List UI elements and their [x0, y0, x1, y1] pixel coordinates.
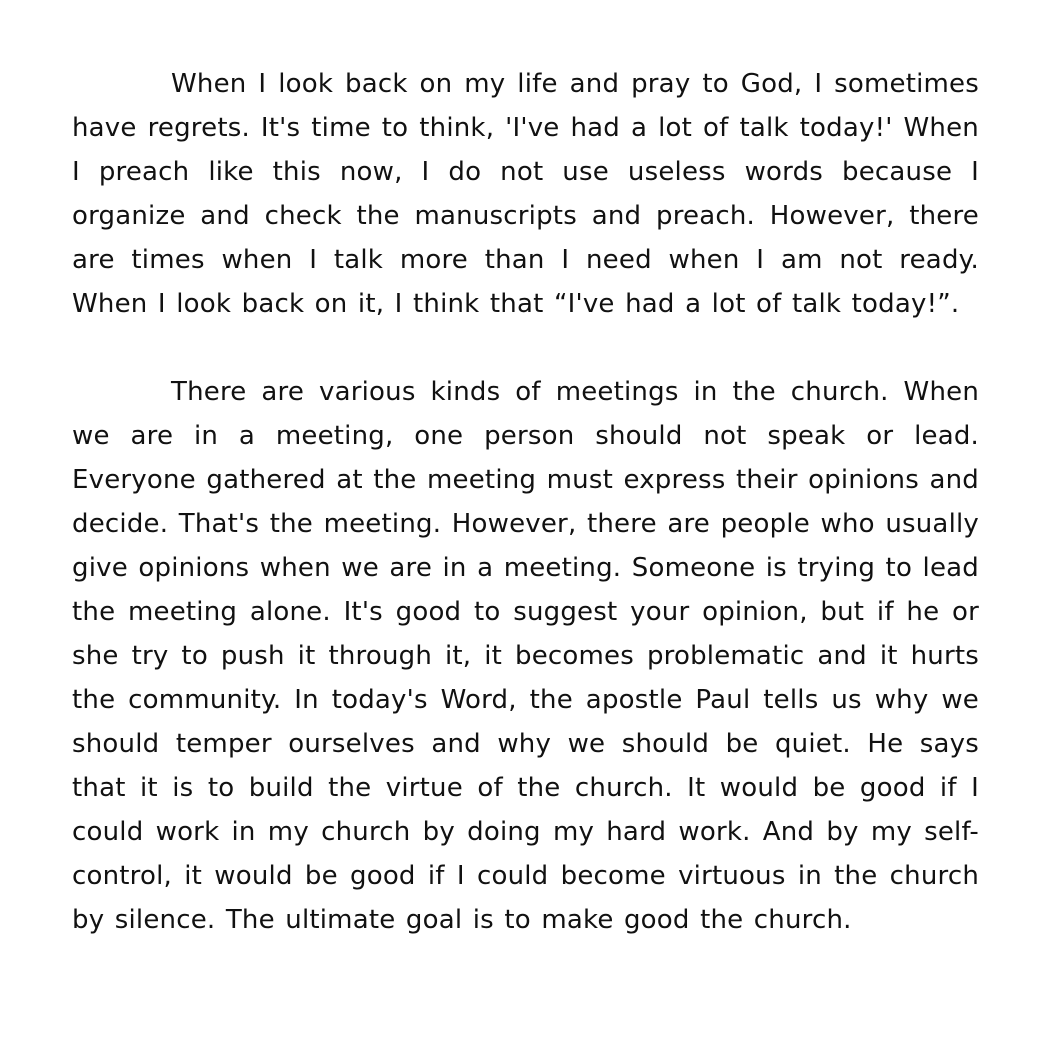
paragraph-1: When I look back on my life and pray to God, I sometimes have regrets. It's time to think, 'I've had a lot of talk today!' When I preach like this now, I do not use useless words because I organize and check the manuscripts and preach. However, there are times when I talk more than I need when I am not ready. When I look back on it, I think that “I've had a lot of talk today!”.: [72, 69, 979, 319]
document-body: [72, 62, 979, 942]
paragraph-2: There are various kinds of meetings in the church. When we are in a meeting, one person should not speak or lead. Everyone gathered at the meeting must express their opinions and decide. That's the meeting. However, there are people who usually give opinions when we are in a meeting. Someone is trying to lead the meeting alone. It's good to suggest your opinion, but if he or she try to push it through it, it becomes problematic and it hurts the community. In today's Word, the apostle Paul tells us why we should temper ourselves and why we should be quiet. He says that it is to build the virtue of the church. It would be good if I could work in my church by doing my hard work. And by my self-control, it would be good if I could become virtuous in the church by silence. The ultimate goal is to make good the church.: [72, 377, 979, 935]
